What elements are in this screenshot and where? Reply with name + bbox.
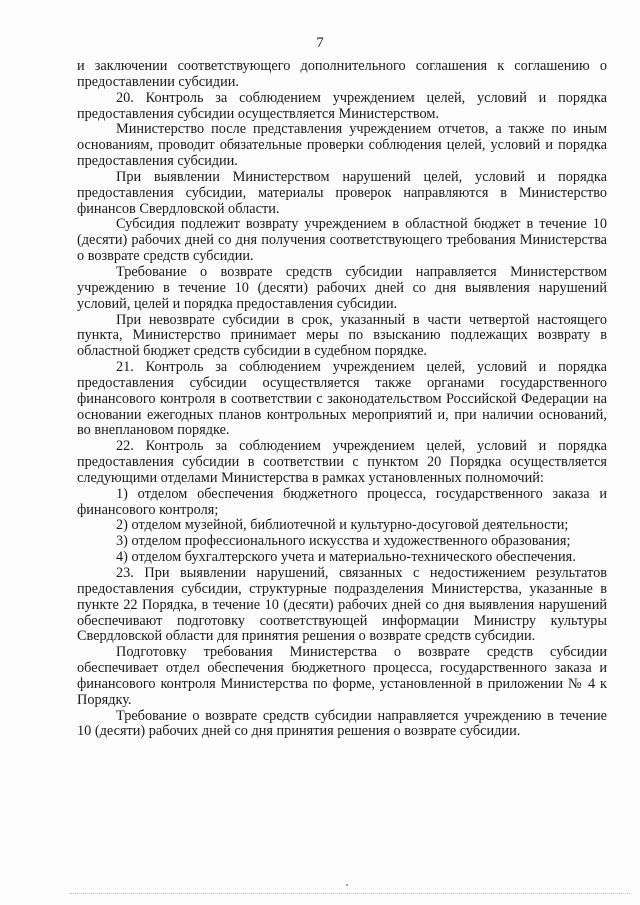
paragraph: 2) отделом музейной, библиотечной и культурно-досуговой деятельности; — [116, 517, 569, 534]
paragraph: Требование о возврате средств субсидии направляется Министерством учреждению в течение 10 (десяти) рабочих дней со дня выявления нарушений условий, целей и порядка предоставления субсидии. — [77, 263, 607, 312]
paragraph: 21. Контроль за соблюдением учреждением целей, условий и порядка предоставления субсидии осуществляется также органами государственного финансового контроля в соответствии с законодательством Российской Федерации на основании ежегодных планов контрольных мероприятий и, при наличии оснований, во внеплановом порядке. — [77, 359, 607, 439]
document-body — [77, 59, 607, 740]
paragraph: Министерство после представления учреждением отчетов, а также по иным основаниям, проводит обязательные проверки соблюдения целей, условий и порядка предоставления субсидии. — [77, 121, 607, 170]
paragraph: При невозврате субсидии в срок, указанный в части четвертой настоящего пункта, Министерство принимает меры по взысканию подлежащих возврату в областной бюджет средств субсидии в судебном порядке. — [77, 311, 607, 360]
paragraph: Подготовку требования Министерства о возврате средств субсидии обеспечивает отдел обеспечения бюджетного процесса, государственного заказа и финансового контроля Министерства по форме, установленной в приложении № 4 к Порядку. — [77, 644, 607, 708]
paragraph: 23. При выявлении нарушений, связанных с недостижением результатов предоставления субсидии, структурные подразделения Министерства, указанные в пункте 22 Порядка, в течение 10 (десяти) рабочих дней со дня выявления нарушений обеспечивают подготовку соответствующей информации Министру культуры Свердловской области для принятия решения о возврате средств субсидии. — [77, 565, 607, 645]
paragraph: и заключении соответствующего дополнительного соглашения к соглашению о предоставлении субсидии. — [77, 58, 607, 90]
paragraph: 3) отделом профессионального искусства и художественного образования; — [116, 533, 571, 550]
paragraph: Субсидия подлежит возврату учреждением в областной бюджет в течение 10 (десяти) рабочих дней со дня получения соответствующего требования Министерства о возврате средств субсидии. — [77, 216, 607, 265]
paragraph: 22. Контроль за соблюдением учреждением целей, условий и порядка предоставления субсидии в соответствии с пунктом 20 Порядка осуществляется следующими отделами Министерства в рамках установленных полномочий: — [77, 438, 607, 486]
paragraph: 4) отделом бухгалтерского учета и материально-технического обеспечения. — [116, 549, 576, 566]
paragraph: При выявлении Министерством нарушений целей, условий и порядка предоставления субсидии, материалы проверок направляются в Министерство финансов Свердловской области. — [77, 168, 607, 217]
scan-speck — [346, 884, 348, 886]
paragraph: 1) отделом обеспечения бюджетного процесса, государственного заказа и финансового контроля; — [77, 485, 607, 518]
paragraph: Требование о возврате средств субсидии направляется учреждению в течение 10 (десяти) рабочих дней со дня принятия решения о возврате субсидии. — [77, 707, 607, 740]
scan-edge-line — [70, 893, 630, 894]
paragraph: 20. Контроль за соблюдением учреждением целей, условий и порядка предоставления субсидии осуществляется Министерством. — [77, 89, 607, 122]
page-number: 7 — [316, 35, 324, 51]
